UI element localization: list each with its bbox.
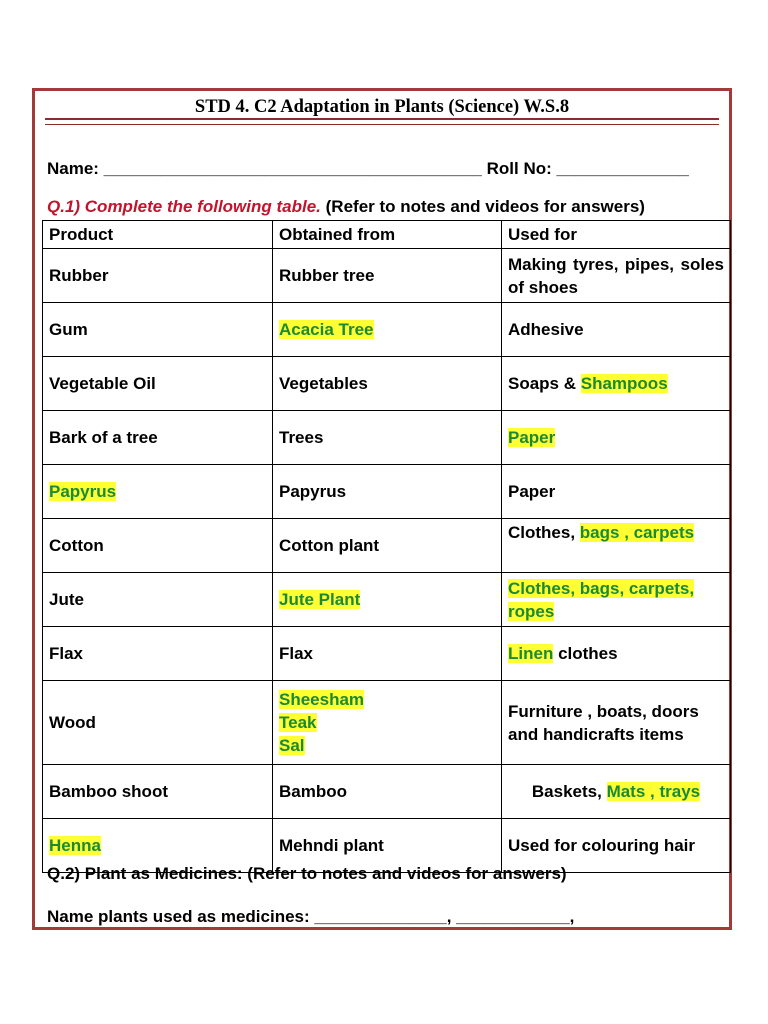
highlighted-answer: bags , carpets (579, 523, 695, 542)
use-cell (502, 573, 731, 627)
product-cell: Wood (43, 681, 273, 765)
use-cell: Making tyres, pipes, soles of shoes (502, 249, 731, 303)
table-row (43, 573, 731, 627)
highlighted-answer: Mats , trays (606, 782, 701, 801)
table-row (43, 519, 731, 573)
highlighted-answer: Papyrus (49, 482, 117, 501)
product-cell: Bamboo shoot (43, 765, 273, 819)
product-cell: Cotton (43, 519, 273, 573)
use-cell (502, 627, 731, 681)
table-row (43, 465, 731, 519)
product-cell: Vegetable Oil (43, 357, 273, 411)
highlighted-answer: Paper (508, 428, 556, 447)
highlighted-answer: Acacia Tree (279, 320, 374, 339)
highlighted-answer: Linen (508, 644, 554, 663)
use-cell: Adhesive (502, 303, 731, 357)
question-1-note: (Refer to notes and videos for answers) (325, 197, 645, 216)
use-cell (502, 411, 731, 465)
table-row (43, 681, 731, 765)
question-1 (47, 197, 645, 217)
table-row (43, 765, 731, 819)
highlighted-answer: Teak (279, 713, 317, 732)
name-field-label: Name: ________________________________________ (47, 159, 482, 178)
source-cell: Papyrus (273, 465, 502, 519)
product-cell: Flax (43, 627, 273, 681)
use-cell (502, 357, 731, 411)
highlighted-answer: Jute Plant (279, 590, 361, 609)
use-cell (502, 765, 731, 819)
table-row (43, 303, 731, 357)
source-cell (273, 303, 502, 357)
table-header-row (43, 221, 731, 249)
source-cell: Bamboo (273, 765, 502, 819)
highlighted-answer: Henna (49, 836, 101, 855)
table-row (43, 357, 731, 411)
highlighted-answer: Shampoos (580, 374, 668, 393)
worksheet-title: STD 4. C2 Adaptation in Plants (Science) W.S.8 (194, 97, 570, 117)
roll-field-label: Roll No: ______________ (486, 159, 689, 178)
table-row (43, 411, 731, 465)
table-row (43, 627, 731, 681)
use-cell: Paper (502, 465, 731, 519)
products-table (42, 220, 731, 873)
highlighted-answer: Clothes, bags, carpets, ropes (508, 578, 695, 621)
title-underline (45, 118, 719, 125)
use-text: clothes (553, 644, 618, 663)
use-cell: Furniture , boats, doors and handicrafts items (502, 681, 731, 765)
product-cell: Rubber (43, 249, 273, 303)
source-cell: Vegetables (273, 357, 502, 411)
source-cell: Rubber tree (273, 249, 502, 303)
product-cell: Jute (43, 573, 273, 627)
table-row (43, 249, 731, 303)
medicine-plants-line: Name plants used as medicines: ______________, ____________, (47, 907, 575, 926)
header-used-for: Used for (502, 221, 731, 249)
header-obtained-from: Obtained from (273, 221, 502, 249)
highlighted-answer: Sheesham (279, 690, 365, 709)
product-cell: Bark of a tree (43, 411, 273, 465)
header-product: Product (43, 221, 273, 249)
source-cell: Trees (273, 411, 502, 465)
use-text: Baskets, (531, 782, 607, 801)
source-cell: Flax (273, 627, 502, 681)
worksheet-frame (32, 88, 732, 930)
use-text: Clothes, (508, 523, 580, 542)
use-cell (502, 519, 731, 573)
name-roll-line (47, 159, 689, 179)
use-cell: Used for colouring hair (502, 819, 731, 873)
question-2: Q.2) Plant as Medicines: (Refer to notes and videos for answers) (47, 864, 567, 883)
source-cell (273, 681, 502, 765)
use-text: Soaps & (508, 374, 581, 393)
source-cell: Mehndi plant (273, 819, 502, 873)
product-cell (43, 465, 273, 519)
highlighted-answer: Sal (279, 736, 305, 755)
question-1-prompt: Q.1) Complete the following table. (47, 197, 321, 216)
source-cell: Cotton plant (273, 519, 502, 573)
product-cell: Gum (43, 303, 273, 357)
source-cell (273, 573, 502, 627)
